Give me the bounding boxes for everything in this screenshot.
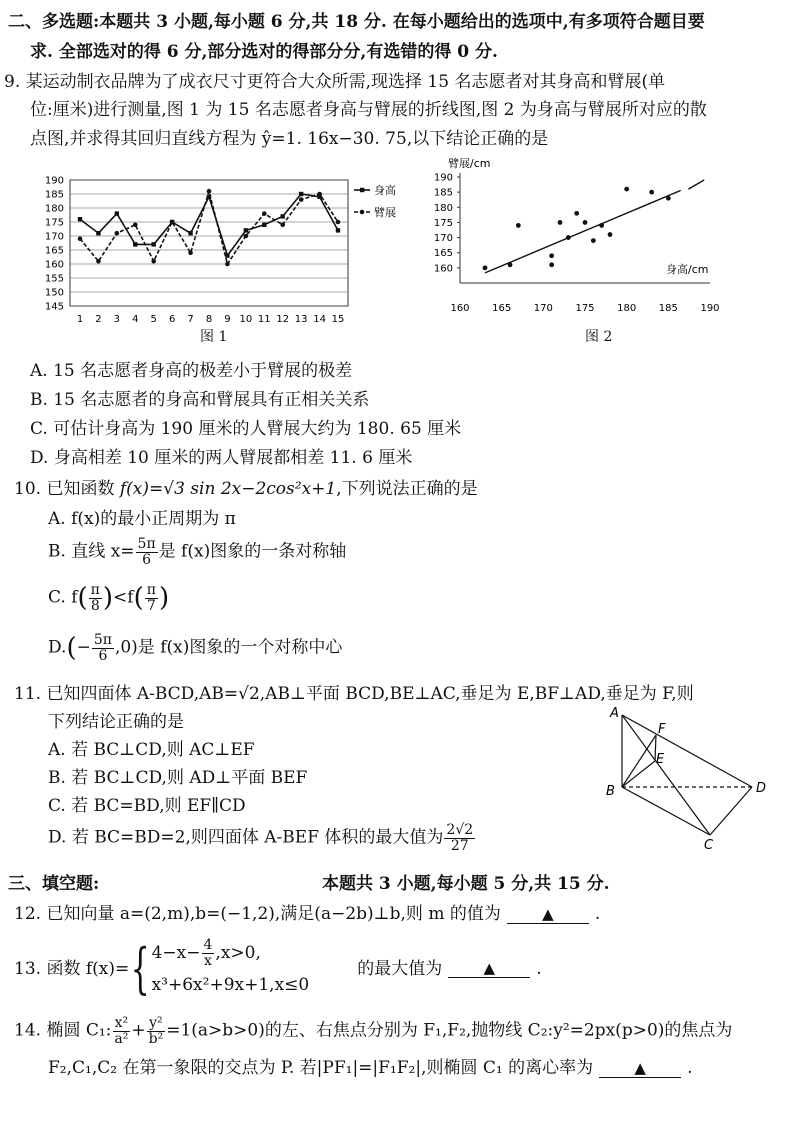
- fig1-point: [133, 223, 138, 228]
- edge-ad: [622, 715, 752, 787]
- fig1-y-ticks: [45, 176, 64, 313]
- fig1-x-tick-label: 9: [224, 314, 231, 325]
- label-e: E: [656, 752, 665, 767]
- label-c: C: [704, 838, 714, 853]
- fig1-legend-label: 身高: [374, 184, 396, 197]
- fig1-y-tick-label: 190: [44, 175, 64, 187]
- fig1-point: [317, 192, 322, 197]
- q10-b-post: 是 f(x)图象的一条对称轴: [158, 541, 347, 562]
- fig1-y-tick-label: 185: [44, 189, 64, 201]
- fig1-x-tick-label: 7: [187, 314, 194, 325]
- q9-line3: 点图,并求得其回归直线方程为 ŷ=1. 16x−30. 75,以下结论正确的是: [30, 129, 549, 149]
- q10-function: f(x)=√3 sin 2x−2cos²x+1: [119, 479, 337, 499]
- q13-post: 的最大值为: [357, 958, 443, 979]
- q10-stem-pre: 10. 已知函数: [14, 479, 115, 499]
- fig1-y-tick-label: 175: [44, 217, 64, 229]
- fig2-x-ticks: [450, 303, 719, 314]
- q11-line1: 11. 已知四面体 A-BCD,AB=√2,AB⊥平面 BCD,BE⊥AC,垂足为 E,BF⊥AD,垂足为 F,则: [14, 684, 694, 704]
- q10-c-frac2: $\frac{\pi}{7}$: [146, 582, 156, 614]
- fig1-point: [336, 220, 341, 225]
- fig1-x-tick-label: 12: [276, 314, 290, 325]
- section3-title: 三、填空题:: [8, 874, 100, 894]
- q14-line1: 14. 椭圆 C₁: $\frac{\text{x²}}{\text{a²}}$ + $\frac{\text{y²}}{\text{b²}}$ =1(a>b>0)的左、右焦点分别为 F₁,F₂,抛物线 C₂:y²=2px(p>0)的焦点为: [14, 1015, 733, 1047]
- q14-answer-blank[interactable]: [599, 1060, 681, 1078]
- fig2-x-tick-label: 180: [617, 303, 637, 314]
- fig1-point: [299, 197, 304, 202]
- fig2-caption: 图 2: [585, 329, 613, 345]
- q10-option-b: [48, 537, 346, 567]
- fig1-legend: [354, 183, 396, 219]
- fig1-point: [281, 214, 285, 218]
- fig1-legend-marker: [360, 210, 365, 215]
- q9-option-d: D. 身高相差 10 厘米的两人臂展都相差 11. 6 厘米: [30, 448, 413, 468]
- q10-option-d: D.(− $\frac{5\pi}{6}$ ,0)是 f(x)图象的一个对称中心: [48, 632, 343, 664]
- fig1-point: [115, 231, 120, 236]
- edge-ac: [622, 715, 710, 835]
- fig1-x-tick-label: 3: [113, 314, 121, 325]
- q13-answer-blank[interactable]: [448, 960, 530, 978]
- fig2-point: [549, 253, 554, 258]
- label-b: B: [606, 784, 615, 799]
- fig1-x-tick-label: 13: [294, 314, 308, 325]
- q9-line1: 9. 某运动制衣品牌为了成衣尺寸更符合大众所需,现选择 15 名志愿者对其身高和臂展(单: [4, 72, 666, 92]
- fig1-point: [262, 223, 266, 227]
- q9-option-c: C. 可估计身高为 190 厘米的人臂展大约为 180. 65 厘米: [30, 419, 462, 439]
- fig1-point: [262, 211, 267, 216]
- q11-option-b: B. 若 BC⊥CD,则 AD⊥平面 BEF: [48, 768, 308, 788]
- q14-line2-text: F₂,C₁,C₂ 在第一象限的交点为 P. 若|PF₁|=|F₁F₂|,则椭圆 C₁ 的离心率为: [48, 1058, 594, 1078]
- label-f: F: [658, 722, 666, 737]
- q10-option-c: C. f( $\frac{\pi}{8}$ )<f( $\frac{\pi}{7}$ ): [48, 582, 170, 614]
- label-a: A: [610, 706, 619, 721]
- fig2-x-tick-label: 165: [492, 303, 512, 314]
- fig1-point: [133, 242, 137, 246]
- q10-d-fraction: $\frac{5\pi}{6}$: [93, 632, 112, 664]
- q10-stem: [14, 481, 478, 498]
- answer-mark-icon: ▲: [542, 905, 554, 923]
- q10-b-pre: B. 直线 x=: [48, 541, 135, 562]
- fig1-y-tick-label: 160: [44, 259, 64, 271]
- q13-pre: 13. 函数 f(x)=: [14, 958, 130, 979]
- q9-option-a: A. 15 名志愿者身高的极差小于臂展的极差: [30, 361, 353, 381]
- fig2-point: [583, 220, 588, 225]
- fig1-x-tick-label: 5: [150, 314, 157, 325]
- fig1-y-tick-label: 180: [44, 203, 64, 215]
- fig1-point: [170, 220, 175, 225]
- fig2-point: [566, 235, 571, 240]
- fig2-x-label: 身高/cm: [666, 263, 709, 276]
- fig2-y-tick-label: 175: [433, 217, 453, 229]
- fig1-point: [244, 234, 249, 239]
- fig1-point: [152, 242, 156, 246]
- fig2-regression-tail: [688, 180, 704, 189]
- fig2-y-tick-label: 170: [433, 233, 453, 245]
- fig1-y-tick-label: 145: [44, 301, 64, 313]
- fig1-legend-label: 臂展: [374, 206, 396, 219]
- fig2-y-label: 臂展/cm: [448, 157, 491, 170]
- fig2-point: [508, 262, 513, 267]
- fig1-legend-marker: [360, 188, 364, 192]
- fig1-x-tick-label: 10: [239, 314, 253, 325]
- q11-option-a: A. 若 BC⊥CD,则 AC⊥EF: [48, 740, 255, 760]
- fig2-point: [483, 265, 488, 270]
- q10-c-mid: <f: [113, 587, 134, 608]
- q12-text: 12. 已知向量 a=(2,m),b=(−1,2),满足(a−2b)⊥b,则 m 的值为: [14, 904, 501, 924]
- edge-cd: [710, 787, 752, 835]
- fig1-point: [207, 189, 212, 194]
- q9-option-b: B. 15 名志愿者的身高和臂展具有正相关关系: [30, 390, 370, 410]
- fig2-point: [516, 223, 521, 228]
- fig1-point: [96, 231, 100, 235]
- fig2-point: [591, 238, 596, 243]
- fig1-point: [188, 231, 192, 235]
- q10-d-pre: D.: [48, 637, 67, 658]
- fig2-point: [574, 211, 579, 216]
- fig1-x-tick-label: 2: [95, 314, 102, 325]
- fig2-point: [558, 220, 563, 225]
- q10-b-fraction: [136, 537, 158, 567]
- fig1-x-tick-label: 6: [168, 314, 176, 325]
- fig1-y-tick-label: 170: [44, 231, 64, 243]
- fig1-series: [78, 189, 341, 266]
- q12: 12. 已知向量 a=(2,m),b=(−1,2),满足(a−2b)⊥b,则 m 的值为 ▲ .: [14, 904, 601, 924]
- q14-pre: 14. 椭圆 C₁:: [14, 1020, 112, 1041]
- fig1-point: [336, 228, 340, 232]
- fig2-y-tick-label: 190: [433, 172, 453, 184]
- fig1-point: [151, 259, 156, 264]
- q9-line2: 位:厘米)进行测量,图 1 为 15 名志愿者身高与臂展的折线图,图 2 为身高与臂展所对应的散: [30, 100, 707, 120]
- answer-mark-icon: ▲: [634, 1059, 646, 1077]
- fig1-point: [280, 223, 285, 228]
- fig2-x-tick-label: 185: [658, 303, 678, 314]
- fig2-point: [649, 190, 654, 195]
- q11-d-pre: D. 若 BC=BD=2,则四面体 A-BEF 体积的最大值为: [48, 827, 444, 848]
- fig1-point: [188, 251, 193, 256]
- fig2-point: [599, 223, 604, 228]
- q10-b-den: 6: [142, 551, 152, 568]
- fig2-x-tick-label: 190: [700, 303, 720, 314]
- fig1-x-tick-label: 11: [257, 314, 271, 325]
- q11-option-d: [48, 823, 476, 853]
- q14-line2: F₂,C₁,C₂ 在第一象限的交点为 P. 若|PF₁|=|F₁F₂|,则椭圆 C₁ 的离心率为 ▲ .: [48, 1058, 693, 1078]
- q10-option-a: A. f(x)的最小正周期为 π: [48, 509, 236, 529]
- q11-line2: 下列结论正确的是: [48, 712, 184, 732]
- q10-d-post: ,0)是 f(x)图象的一个对称中心: [114, 637, 343, 658]
- q11-option-c: C. 若 BC=BD,则 EF∥CD: [48, 796, 246, 816]
- fig2-axis-labels: [448, 156, 708, 276]
- fig2-point: [608, 232, 613, 237]
- q13-piece1: 4−x− $\frac{4}{x}$ ,x>0,: [151, 937, 261, 969]
- q12-answer-blank[interactable]: [507, 906, 589, 924]
- section2-title-cont: 求. 全部选对的得 6 分,部分选对的得部分分,有选错的得 0 分.: [30, 42, 498, 62]
- fig1-point: [96, 259, 101, 264]
- fig1-x-tick-label: 14: [313, 314, 326, 325]
- fig1-point: [78, 217, 82, 221]
- fig2-regression-segment: [485, 190, 681, 273]
- q14-post: =1(a>b>0)的左、右焦点分别为 F₁,F₂,抛物线 C₂:y²=2px(p>0)的焦点为: [166, 1020, 733, 1041]
- q13-brace: {: [130, 937, 150, 1001]
- fig2-point: [549, 262, 554, 267]
- segment-be: [622, 761, 655, 787]
- fig1-point: [115, 211, 119, 215]
- q13: 13. 函数 f(x)={ 4−x− $\frac{4}{x}$ ,x>0, x³+6x²+9x+1,x≤0 的最大值为 ▲ .: [14, 937, 542, 1001]
- q10-stem-post: ,下列说法正确的是: [336, 479, 478, 499]
- fig1-x-ticks: [77, 314, 345, 325]
- fig2-x-tick-label: 160: [450, 303, 470, 314]
- fig1-x-tick-label: 8: [205, 314, 213, 325]
- q10-c-frac1: $\frac{\pi}{8}$: [90, 582, 100, 614]
- fig2-points: [483, 187, 671, 271]
- section2-title: 二、多选题:本题共 3 小题,每小题 6 分,共 18 分. 在每小题给出的选项中,有多项符合题目要: [8, 12, 705, 32]
- tetrahedron-diagram: [600, 705, 775, 855]
- fig2-x-tick-label: 175: [575, 303, 595, 314]
- fig1-point: [299, 192, 303, 196]
- section3-info: 本题共 3 小题,每小题 5 分,共 15 分.: [322, 874, 610, 894]
- fig1-y-tick-label: 155: [44, 273, 64, 285]
- fig2-x-tick-label: 170: [533, 303, 553, 314]
- fig1-x-tick-label: 1: [76, 314, 84, 325]
- q11-d-fraction: $\frac{2√2}{27}$: [446, 822, 474, 854]
- fig2-y-ticks: [434, 173, 453, 275]
- q13-piecewise: [152, 937, 310, 1002]
- fig1-point: [225, 262, 230, 267]
- fig2-point: [666, 196, 671, 201]
- q10-b-num: 5π: [137, 536, 156, 552]
- fig2-y-tick-label: 180: [433, 202, 453, 214]
- fig1-x-tick-label: 15: [331, 314, 345, 325]
- fig1-point: [78, 237, 83, 242]
- fig1-point: [244, 228, 248, 232]
- q13-piece2: x³+6x²+9x+1,x≤0: [151, 975, 310, 996]
- q10-c-pre: C. f: [48, 587, 78, 608]
- answer-mark-icon: ▲: [483, 959, 495, 978]
- fig2-y-tick-label: 185: [433, 187, 453, 199]
- label-d: D: [756, 781, 767, 796]
- fig1-caption: 图 1: [200, 329, 228, 345]
- fig2-point: [624, 187, 629, 192]
- fig1-line-chart: [30, 168, 420, 328]
- fig1-x-tick-label: 4: [132, 314, 139, 325]
- edge-bc: [622, 787, 710, 835]
- fig1-series-line-2: [80, 191, 338, 264]
- fig2-y-tick-label: 160: [433, 263, 453, 275]
- fig2-scatter-chart: [420, 155, 730, 330]
- fig1-y-tick-label: 150: [44, 287, 64, 299]
- segment-bf: [622, 735, 656, 787]
- fig1-y-tick-label: 165: [44, 245, 64, 257]
- fig2-y-tick-label: 165: [433, 248, 453, 260]
